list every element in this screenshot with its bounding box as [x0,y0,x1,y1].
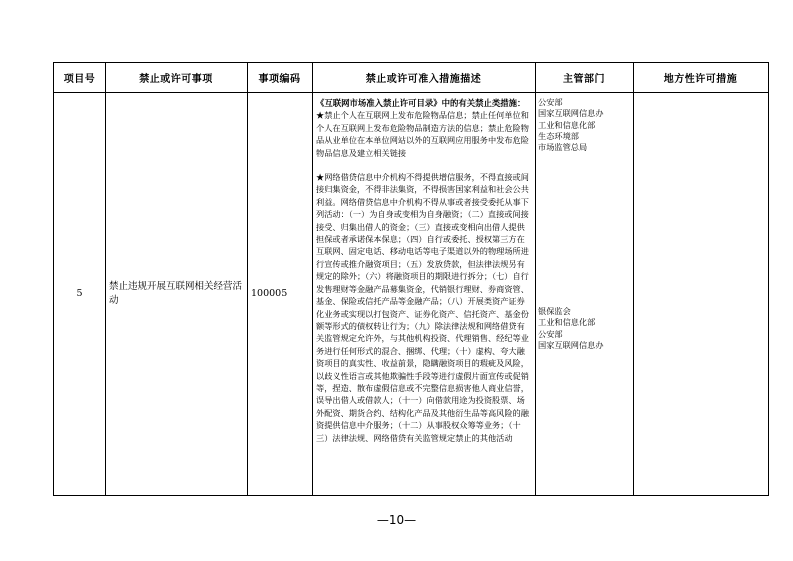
header-item-code: 事项编码 [258,74,301,85]
dept-item: 市场监管总局 [538,142,588,153]
header-local-measures: 地方性许可措施 [663,74,738,85]
dept-group-1 [538,97,633,153]
dept-item: 工业和信息化部 [538,119,596,130]
item-name-text: 禁止违规开展互联网相关经营活动 [109,281,243,306]
cell-measures [312,93,535,495]
dept-group-2 [538,306,604,351]
cell-item-no [54,93,105,495]
cell-item-code [248,93,312,495]
item-code-text: 100005 [251,288,288,299]
item-no-text: 5 [76,288,83,299]
permit-table [53,62,769,496]
dept-item: 工业和信息化部 [538,317,596,328]
header-measures: 禁止或许可准入措施描述 [365,74,482,85]
header-department: 主管部门 [563,74,605,85]
measures-paragraph-2: ★网络借贷信息中介机构不得提供增信服务，不得直接或间接归集资金，不得非法集资，不得损害国家利益和社会公共利益。网络借贷信息中介机构不得从事或者接受委托从事下列活动：（一）为自身或变相为自身融资；（二）直接或间接接受、归集出借人的资金；（三）直接或变相向出借人提供担保或者承诺保本保息；（四）自行或委托、授权第三方在互联网、固定电话、移动电话等电子渠道以外的物理场所进行宣传或推介融资项目；（五）发放贷款，但法律法规另有规定的除外；（六）将融资项目的期限进行拆分；（七）自行发售理财等金融产品募集资金，代销银行理财、券商资管、基金、保险或信托产品等金融产品；（八）开展类资产证券化业务或实现以打包资产、证券化资产、信托资产、基金份额等形式的债权转让行为；（九）除法律法规和网络借贷有关监管规定允许外，与其他机构投资、代理销售、经纪等业务进行任何形式的混合、捆绑、代理；（十）虚构、夸大融资项目的真实性、收益前景，隐瞒融资项目的瑕疵及风险，以歧义性语言或其他欺骗性手段等进行虚假片面宣传或促销等，捏造、散布虚假信息或不完整信息损害他人商业信誉，误导出借人或借款人；（十一）向借款用途为投资股票、场外配资、期货合约、结构化产品及其他衍生品等高风险的融资提供信息中介服务；（十二）从事股权众筹等业务；（十三）法律法规、网络借贷有关监管规定禁止的其他活动 [316,172,529,443]
measures-paragraph-1: ★禁止个人在互联网上发布危险物品信息；禁止任何单位和个人在互联网上发布危险物品制造方法的信息；禁止危险物品从业单位在本单位网站以外的互联网应用服务中发布危险物品信息及建立相关链接 [316,110,529,158]
cell-department [535,93,633,495]
dept-item: 国家互联网信息办 [538,108,604,119]
dept-item: 公安部 [538,328,563,339]
dept-item: 公安部 [538,97,563,107]
page-number: —10— [376,513,417,527]
cell-local-measures [634,93,768,495]
header-item-name: 禁止或许可事项 [139,74,213,85]
measures-title: 《互联网市场准入禁止许可目录》中的有关禁止类措施： [316,98,526,108]
header-item-no: 项目号 [63,74,96,85]
cell-item-name [106,93,246,495]
dept-item: 国家互联网信息办 [538,339,604,350]
dept-item: 银保监会 [538,306,571,316]
dept-item: 生态环境部 [538,130,579,141]
